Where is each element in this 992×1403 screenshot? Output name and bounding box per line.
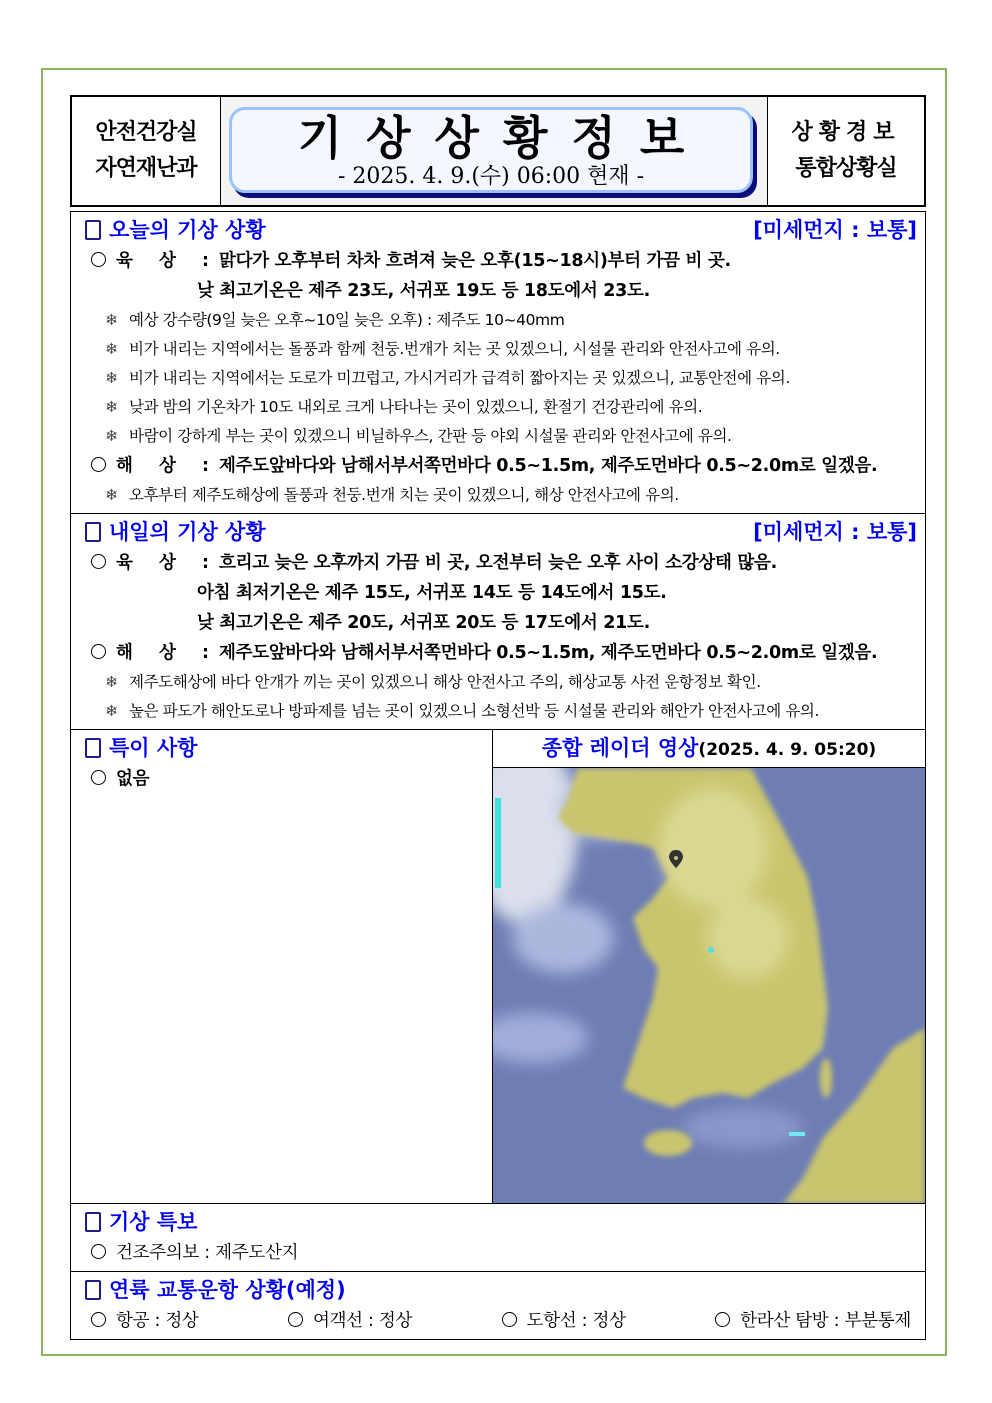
radar-echo (789, 1132, 805, 1136)
today-heading-row (85, 214, 917, 246)
snowflake-icon: ❄ (105, 673, 118, 691)
radar-timestamp: (2025. 4. 9. 05:20) (698, 740, 877, 760)
radar-section (493, 730, 925, 1203)
radar-image (493, 768, 925, 1203)
radar-map (493, 768, 925, 1203)
special-item (85, 764, 484, 794)
circle-bullet-icon (91, 770, 106, 785)
tomorrow-sea-note-text: 제주도해상에 바다 안개가 끼는 곳이 있겠으니 해상 안전사고 주의, 해상교통 사전 운항정보 확인. (129, 673, 761, 691)
circle-bullet-icon (715, 1312, 730, 1327)
today-note (85, 393, 917, 422)
today-note-text: 비가 내리는 지역에서는 도로가 미끄럽고, 가시거리가 급격히 짧아지는 곳 있겠으니, 교통안전에 유의. (129, 369, 790, 387)
issuer-alert: 상황경보 (791, 120, 901, 145)
tomorrow-sea-label: 해 상 : (116, 643, 219, 663)
snowflake-icon: ❄ (105, 427, 118, 445)
tomorrow-sea-note-text: 높은 파도가 해안도로나 방파제를 넘는 곳이 있겠으니 소형선박 등 시설물 관리와 해안가 안전사고에 유의. (129, 702, 820, 720)
circle-bullet-icon (91, 1244, 106, 1259)
square-bullet-icon (85, 1280, 101, 1300)
today-note (85, 422, 917, 451)
report-datetime: - 2025. 4. 9.(수) 06:00 현재 - (337, 164, 645, 189)
snowflake-icon: ❄ (105, 486, 118, 504)
today-land-line (85, 246, 917, 276)
radar-echo (708, 947, 714, 953)
circle-bullet-icon (91, 252, 106, 267)
today-note (85, 306, 917, 335)
today-section (71, 212, 925, 514)
today-sea-line (85, 451, 917, 481)
issuer-room: 통합상황실 (795, 156, 897, 181)
warnings-heading: 기상 특보 (109, 1210, 198, 1234)
traffic-heading-row (85, 1274, 917, 1306)
special-heading: 특이 사항 (109, 736, 198, 760)
issuer-division: 자연재난과 (95, 156, 197, 181)
special-heading-row (85, 732, 484, 764)
tomorrow-section (71, 514, 925, 730)
tomorrow-max-temp: 낮 최고기온은 제주 20도, 서귀포 20도 등 17도에서 21도. (197, 613, 650, 633)
today-note-text: 비가 내리는 지역에서는 돌풍과 함께 천둥.번개가 치는 곳 있겠으니, 시설물 관리와 안전사고에 유의. (129, 340, 780, 358)
traffic-item-air (85, 1306, 199, 1336)
issuer-left (72, 97, 221, 205)
special-item-text: 없음 (116, 769, 150, 789)
warning-item (85, 1238, 917, 1268)
square-bullet-icon (85, 220, 101, 240)
today-land-text: 맑다가 오후부터 차차 흐려져 늦은 오후(15~18시)부터 가끔 비 곳. (219, 251, 731, 271)
tomorrow-heading-row (85, 516, 917, 548)
today-dust-level: [미세먼지 : 보통] (753, 218, 917, 242)
circle-bullet-icon (91, 554, 106, 569)
warning-item-text: 건조주의보 : 제주도산지 (116, 1243, 299, 1263)
circle-bullet-icon (288, 1312, 303, 1327)
echo-strip (495, 798, 501, 888)
today-sea-note-text: 오후부터 제주도해상에 돌풍과 천둥.번개 치는 곳이 있겠으니, 해상 안전사고에 유의. (129, 486, 679, 504)
today-sea-label: 해 상 : (116, 456, 219, 476)
title-area (221, 97, 767, 205)
tomorrow-heading: 내일의 기상 상황 (109, 520, 266, 544)
today-sea-note (85, 481, 917, 510)
traffic-item-hallasan (709, 1306, 911, 1336)
square-bullet-icon (85, 1212, 101, 1232)
warnings-section (71, 1204, 925, 1272)
traffic-heading: 연륙 교통운항 상황(예정) (109, 1278, 346, 1302)
radar-heading: 종합 레이더 영상 (541, 736, 699, 760)
circle-bullet-icon (91, 1312, 106, 1327)
warnings-heading-row (85, 1206, 917, 1238)
tomorrow-land-line (85, 548, 917, 578)
traffic-item-text: 한라산 탐방 : 부분통제 (740, 1311, 911, 1331)
traffic-item-text: 도항선 : 정상 (526, 1311, 626, 1331)
traffic-item-ferry (282, 1306, 412, 1336)
square-bullet-icon (85, 522, 101, 542)
today-sea-text: 제주도앞바다와 남해서부서쪽먼바다 0.5~1.5m, 제주도먼바다 0.5~2.0m로 일겠음. (219, 456, 878, 476)
traffic-section (71, 1272, 925, 1339)
tomorrow-sea-note (85, 668, 917, 697)
report-body (70, 211, 926, 1340)
radar-heading-row (493, 730, 925, 768)
report-header (70, 95, 926, 207)
issuer-right (767, 97, 924, 205)
tomorrow-dust-level: [미세먼지 : 보통] (753, 520, 917, 544)
tomorrow-land-label: 육 상 : (116, 553, 219, 573)
issuer-dept: 안전건강실 (95, 120, 197, 145)
traffic-item-island-ferry (496, 1306, 626, 1336)
traffic-list (85, 1306, 917, 1336)
tomorrow-sea-line (85, 638, 917, 668)
snowflake-icon: ❄ (105, 340, 118, 358)
snowflake-icon: ❄ (105, 702, 118, 720)
report-title: 기상상황정보 (297, 111, 709, 165)
today-note-text: 바람이 강하게 부는 곳이 있겠으니 비닐하우스, 간판 등 야외 시설물 관리와 안전사고에 유의. (129, 427, 732, 445)
special-radar-row (71, 730, 925, 1204)
circle-bullet-icon (502, 1312, 517, 1327)
tomorrow-sea-text: 제주도앞바다와 남해서부서쪽먼바다 0.5~1.5m, 제주도먼바다 0.5~2.0m로 일겠음. (219, 643, 878, 663)
snowflake-icon: ❄ (105, 369, 118, 387)
today-heading: 오늘의 기상 상황 (109, 218, 266, 242)
today-note-text: 낮과 밤의 기온차가 10도 내외로 크게 나타나는 곳이 있겠으니, 환절기 건강관리에 유의. (129, 398, 703, 416)
today-land-label: 육 상 : (116, 251, 219, 271)
traffic-item-text: 여객선 : 정상 (312, 1311, 413, 1331)
today-note (85, 364, 917, 393)
today-note (85, 335, 917, 364)
title-box (229, 107, 753, 193)
traffic-item-text: 항공 : 정상 (116, 1311, 199, 1331)
snowflake-icon: ❄ (105, 311, 118, 329)
today-land-temp: 낮 최고기온은 제주 23도, 서귀포 19도 등 18도에서 23도. (197, 281, 650, 301)
tomorrow-sea-note (85, 697, 917, 726)
circle-bullet-icon (91, 457, 106, 472)
snowflake-icon: ❄ (105, 398, 118, 416)
special-section (71, 730, 493, 1203)
tomorrow-min-temp: 아침 최저기온은 제주 15도, 서귀포 14도 등 14도에서 15도. (197, 583, 667, 603)
circle-bullet-icon (91, 644, 106, 659)
tomorrow-land-text: 흐리고 늦은 오후까지 가끔 비 곳, 오전부터 늦은 오후 사이 소강상태 많음. (219, 553, 777, 573)
square-bullet-icon (85, 738, 101, 758)
today-note-text: 예상 강수량(9일 늦은 오후~10일 늦은 오후) : 제주도 10~40mm (129, 311, 565, 329)
